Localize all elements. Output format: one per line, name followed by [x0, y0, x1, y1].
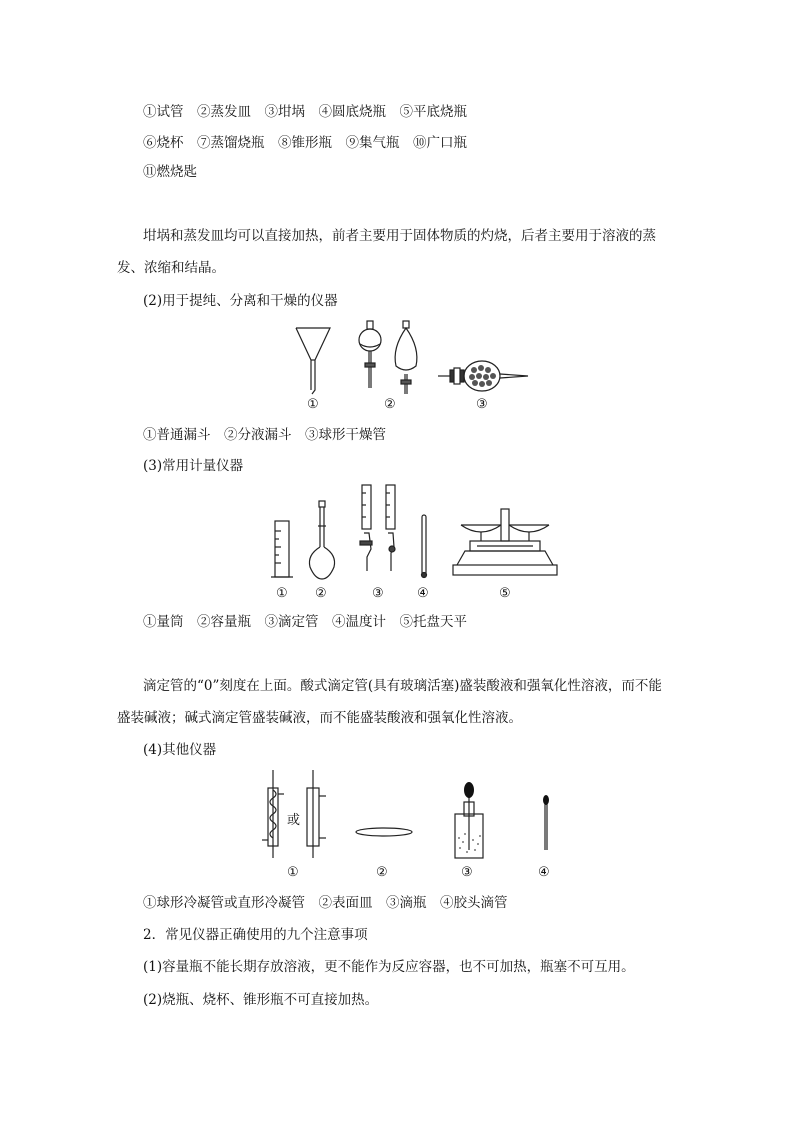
note2-line-b: 盛装碱液；碱式滴定管盛装碱液，而不能盛装酸液和强氧化性溶液。	[117, 710, 522, 726]
figure4-label-1: ①	[287, 865, 299, 880]
heading-nine-precautions: 2．常见仪器正确使用的九个注意事项	[143, 927, 368, 943]
figure3-label-4: ④	[417, 586, 429, 601]
rule-1: (1)容量瓶不能长期存放溶液，更不能作为反应容器，也不可加热，瓶塞不可互用。	[143, 959, 635, 975]
section-3-title: (3)常用计量仪器	[143, 458, 244, 474]
note2-line-a: 滴定管的“0”刻度在上面。酸式滴定管(具有玻璃活塞)盛装酸液和强氧化性溶液，而不能	[143, 678, 662, 694]
figure4-label-4: ④	[538, 865, 550, 880]
figure3-label-3: ③	[372, 586, 384, 601]
other-instruments-figure	[262, 766, 562, 882]
volumetric-flask-drawing	[309, 501, 334, 579]
instrument-list-line-2: ⑥烧杯 ⑦蒸馏烧瓶 ⑧锥形瓶 ⑨集气瓶 ⑩广口瓶	[143, 135, 467, 151]
instrument-list-line-1: ①试管 ②蒸发皿 ③坩埚 ④圆底烧瓶 ⑤平底烧瓶	[143, 104, 467, 120]
platform-balance-drawing	[453, 509, 557, 575]
figure4-label-3: ③	[461, 865, 473, 880]
note1-line-b: 发、浓缩和结晶。	[117, 260, 225, 276]
or-text: 或	[287, 813, 301, 828]
dropper-drawing	[545, 804, 547, 850]
bulb-condenser-drawing	[262, 770, 284, 858]
section-3-caption: ①量筒 ②容量瓶 ③滴定管 ④温度计 ⑤托盘天平	[143, 614, 467, 630]
section-2-caption: ①普通漏斗 ②分液漏斗 ③球形干燥管	[143, 427, 386, 443]
instrument-list-line-3: ⑪燃烧匙	[143, 164, 197, 180]
spherical-separatory-funnel-drawing	[359, 321, 381, 388]
separation-instruments-figure	[290, 318, 550, 412]
section-4-title: (4)其他仪器	[143, 742, 217, 758]
straight-condenser-drawing	[307, 770, 326, 858]
section-2-title: (2)用于提纯、分离和干燥的仪器	[143, 293, 338, 309]
note1-line-a: 坩埚和蒸发皿均可以直接加热，前者主要用于固体物质的灼烧，后者主要用于溶液的蒸	[143, 228, 656, 244]
figure2-label-1: ①	[307, 397, 319, 412]
figure2-label-3: ③	[476, 397, 488, 412]
rule-2: (2)烧瓶、烧杯、锥形瓶不可直接加热。	[143, 992, 379, 1008]
figure3-label-1: ①	[276, 586, 288, 601]
watch-glass-drawing	[356, 828, 412, 836]
burette-pair-drawing	[360, 485, 395, 571]
pear-separatory-funnel-drawing	[395, 321, 417, 394]
note-burette-zero-mark	[117, 670, 663, 734]
figure4-label-2: ②	[376, 865, 388, 880]
figure3-label-5: ⑤	[499, 586, 511, 601]
figure3-label-2: ②	[315, 586, 327, 601]
funnel-drawing	[296, 328, 330, 394]
graduated-cylinder-drawing	[271, 521, 293, 577]
thermometer-drawing	[422, 515, 427, 578]
measuring-instruments-figure	[265, 481, 565, 601]
dropping-bottle-drawing	[455, 796, 483, 858]
note-crucible-evaporating-dish	[117, 220, 663, 284]
section-4-caption: ①球形冷凝管或直形冷凝管 ②表面皿 ③滴瓶 ④胶头滴管	[143, 895, 508, 911]
figure2-label-2: ②	[384, 397, 396, 412]
